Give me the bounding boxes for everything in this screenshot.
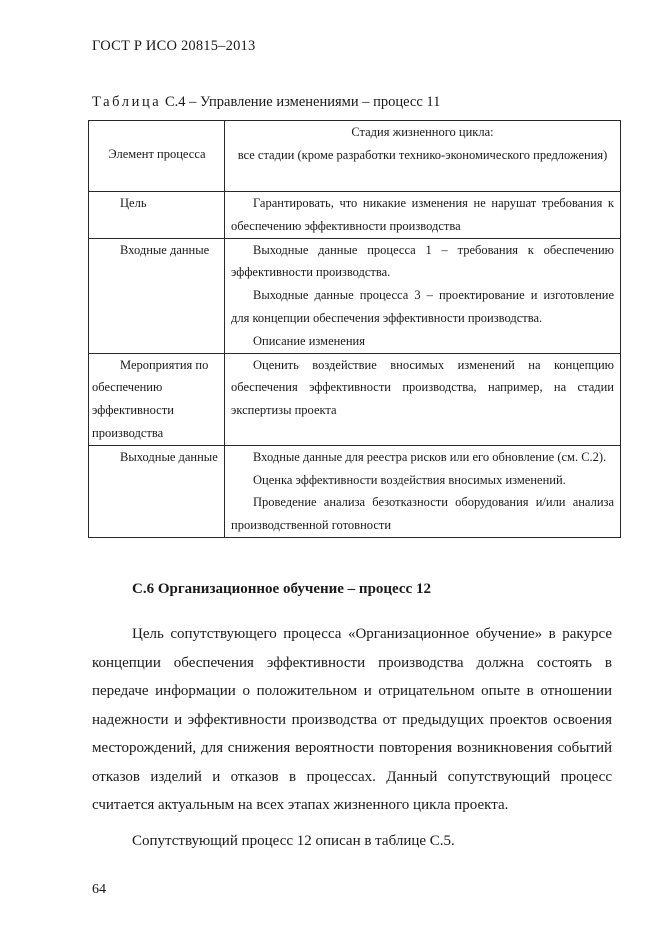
table-caption-word: Таблица bbox=[92, 94, 162, 110]
body-paragraph: Сопутствующий процесс 12 описан в таблице С.5. bbox=[132, 832, 455, 849]
row-content-cell bbox=[225, 238, 621, 353]
header-process-element-label: Элемент процесса bbox=[108, 147, 206, 161]
table-row-inputs bbox=[89, 238, 621, 353]
header-lifecycle-stage-title: Стадия жизненного цикла: bbox=[351, 125, 494, 139]
table-caption bbox=[92, 94, 440, 111]
row-label: Мероприятия по обеспечению эффективности производства bbox=[92, 357, 209, 440]
row-label-cell bbox=[89, 238, 225, 353]
row-label-cell bbox=[89, 353, 225, 445]
page-number: 64 bbox=[92, 882, 106, 897]
row-label: Цель bbox=[120, 196, 147, 210]
row-paragraph: Выходные данные процесса 3 – проектирование и изготовление для концепции обеспечения эффективности производства. bbox=[231, 288, 614, 325]
table-row-goal bbox=[89, 192, 621, 239]
row-paragraph: Входные данные для реестра рисков или его обновление (см. С.2). bbox=[253, 449, 607, 464]
table-header-row bbox=[89, 121, 621, 192]
row-paragraph: Оценить воздействие вносимых изменений на концепцию обеспечения эффективности производства, например, на стадии экспертизы проекта bbox=[231, 357, 614, 418]
document-code-header: ГОСТ Р ИСО 20815–2013 bbox=[92, 38, 256, 54]
row-label: Выходные данные bbox=[120, 449, 218, 464]
header-cell-lifecycle-stage bbox=[225, 121, 621, 192]
table-row-activities bbox=[89, 353, 621, 445]
row-label-cell bbox=[89, 445, 225, 537]
row-content-cell bbox=[225, 445, 621, 537]
row-paragraph: Проведение анализа безотказности оборудования и/или анализа производственной готовности bbox=[231, 495, 614, 533]
row-content-cell bbox=[225, 353, 621, 445]
change-management-table bbox=[88, 120, 621, 538]
row-paragraph: Описание изменения bbox=[253, 333, 365, 348]
section-body bbox=[92, 620, 612, 855]
row-label-cell bbox=[89, 192, 225, 239]
table-row-outputs bbox=[89, 445, 621, 537]
body-paragraph: Цель сопутствующего процесса «Организационное обучение» в ракурсе концепции обеспечения эффективности производства должна состоять в передаче информации о положительном и отрицательном опыте в отношении надежности и эффективности производства от предыдущих проектов освоения месторождений, для снижения вероятности повторения возникновения событий отказов изделий и отказов в процессах. Данный сопутствующий процесс считается актуальным на всех этапах жизненного цикла проекта. bbox=[92, 626, 612, 813]
row-paragraph: Оценка эффективности воздействия вносимых изменений. bbox=[253, 472, 566, 487]
row-content-cell bbox=[225, 192, 621, 239]
header-lifecycle-stage-scope: все стадии (кроме разработки технико-экономического предложения) bbox=[237, 147, 608, 162]
row-paragraph: Выходные данные процесса 1 – требования к обеспечению эффективности производства. bbox=[231, 242, 614, 280]
section-heading: С.6 Организационное обучение – процесс 12 bbox=[132, 581, 431, 597]
row-paragraph: Гарантировать, что никакие изменения не нарушат требования к обеспечению эффективности производства bbox=[231, 196, 614, 233]
header-cell-process-element bbox=[89, 121, 225, 192]
row-label: Входные данные bbox=[120, 242, 210, 257]
table-caption-title: С.4 – Управление изменениями – процесс 11 bbox=[161, 94, 441, 110]
